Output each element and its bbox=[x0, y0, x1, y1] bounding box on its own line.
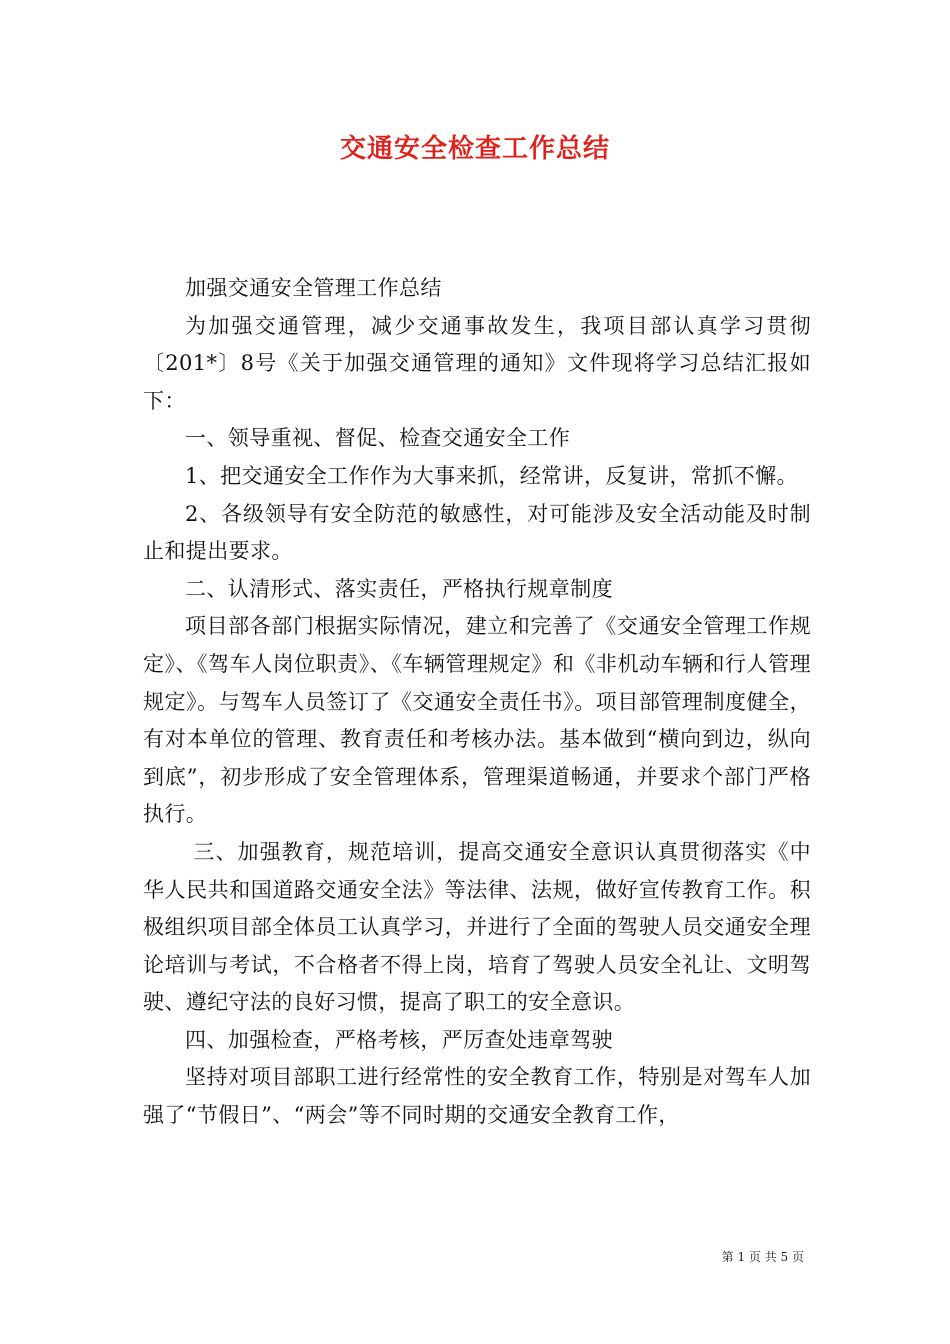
paragraph-section-2: 项目部各部门根据实际情况，建立和完善了《交通安全管理工作规定》、《驾车人岗位职责》、《车辆管理规定》和《非机动车辆和行人管理规定》。与驾车人员签订了《交通安全责任书》。项目部管理制度健全，有对本单位的管理、教育责任和考核办法。基本做到“横向到边，纵向到底”，初步形成了安全管理体系，管理渠道畅通，并要求个部门严格执行。 bbox=[143, 614, 811, 827]
paragraph-heading: 加强交通安全管理工作总结 bbox=[185, 276, 442, 300]
document-body bbox=[143, 270, 811, 1135]
document-title: 交通安全检查工作总结 bbox=[339, 134, 610, 164]
paragraph-item-2: 2、各级领导有安全防范的敏感性，对可能涉及安全活动能及时制止和提出要求。 bbox=[143, 501, 811, 564]
page-number: 第 1 页 共 5 页 bbox=[721, 1250, 804, 1264]
section-heading-4: 四、加强检查，严格考核，严厉查处违章驾驶 bbox=[185, 1027, 613, 1052]
paragraph-section-3: 三、加强教育，规范培训，提高交通安全意识认真贯彻落实《中华人民共和国道路交通安全法》等法律、法规，做好宣传教育工作。积极组织项目部全体员工认真学习，并进行了全面的驾驶人员交通安全理论培训与考试，不合格者不得上岗，培育了驾驶人员安全礼让、文明驾驶、遵纪守法的良好习惯，提高了职工的安全意识。 bbox=[143, 839, 811, 1015]
paragraph-section-4: 坚持对项目部职工进行经常性的安全教育工作，特别是对驾车人加强了“节假日”、“两会”等不同时期的交通安全教育工作， bbox=[143, 1065, 811, 1128]
paragraph-intro: 为加强交通管理，减少交通事故发生，我项目部认真学习贯彻〔201*〕8号《关于加强交通管理的通知》文件现将学习总结汇报如下： bbox=[143, 313, 811, 413]
paragraph-item-1: 1、把交通安全工作作为大事来抓，经常讲，反复讲，常抓不懈。 bbox=[185, 463, 798, 488]
section-heading-2: 二、认清形式、落实责任，严格执行规章制度 bbox=[185, 576, 613, 601]
section-heading-1: 一、领导重视、督促、检查交通安全工作 bbox=[185, 426, 571, 451]
